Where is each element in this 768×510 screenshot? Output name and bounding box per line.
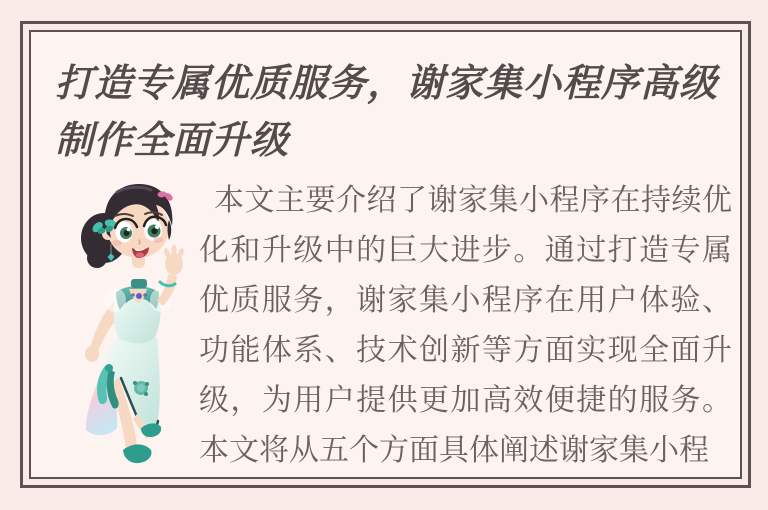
article-card	[29, 30, 742, 479]
girl-illustration	[55, 176, 195, 468]
card-outer-border	[20, 21, 751, 488]
blush-right	[153, 237, 163, 243]
blush-left	[112, 240, 122, 246]
sleeve-left	[104, 288, 126, 312]
mandarin-collar	[131, 279, 147, 288]
article-title: 打造专属优质服务，谢家集小程序高级制作全面升级	[55, 60, 719, 162]
girl-illustration-image	[55, 176, 195, 468]
article-body: 本文主要介绍了谢家集小程序在持续优化和升级中的巨大进步。通过打造专属优质服务，谢家集小程序在用户体验、功能体系、技术创新等方面实现全面升级，为用户提供更加高效便捷的服务。本文将从五个方面具体阐述谢家集小程	[199, 183, 732, 468]
